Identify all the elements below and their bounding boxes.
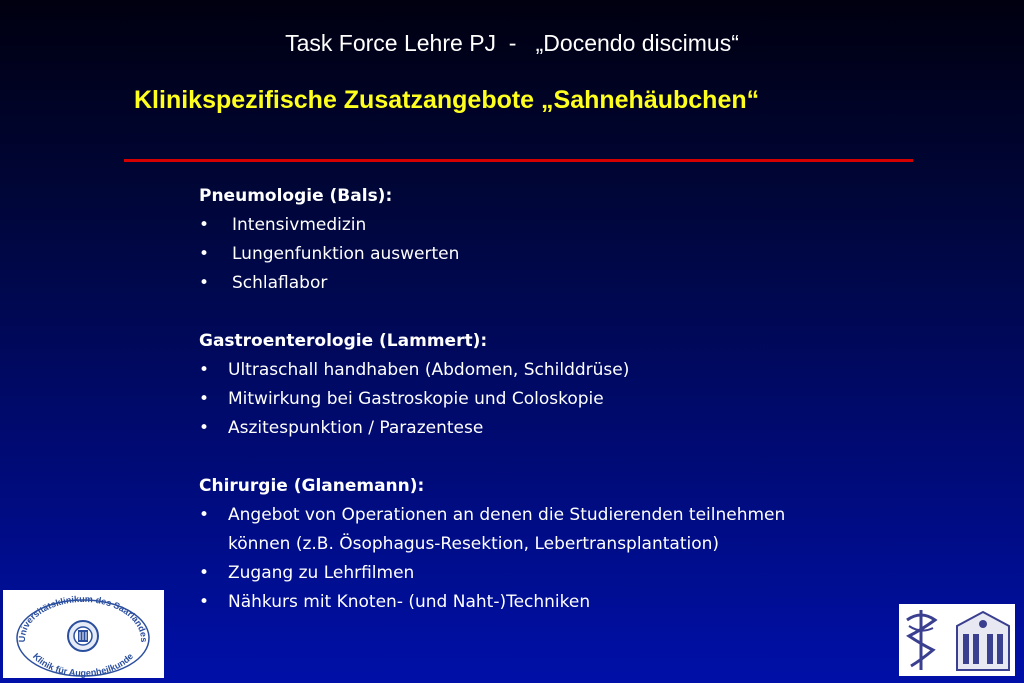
list-item-text: Ultraschall handhaben (Abdomen, Schilddrüse) xyxy=(228,360,630,380)
bullet-icon: • xyxy=(199,505,210,525)
bullet-icon: • xyxy=(199,563,210,583)
list-item xyxy=(199,501,919,530)
bullet-icon: • xyxy=(199,273,210,293)
bullet-icon: • xyxy=(199,244,210,264)
list-item xyxy=(199,588,919,617)
university-logo xyxy=(899,604,1015,676)
university-emblem-icon xyxy=(899,604,1015,676)
clinic-logo xyxy=(3,590,164,678)
section-heading-gastroenterologie: Gastroenterologie (Lammert): xyxy=(199,331,488,351)
list-item-text: Nähkurs mit Knoten- (und Naht-)Techniken xyxy=(228,592,591,612)
list-item-text: Schlaflabor xyxy=(232,273,328,293)
list-item-text: Mitwirkung bei Gastroskopie und Coloskopie xyxy=(228,389,604,409)
section-heading-chirurgie: Chirurgie (Glanemann): xyxy=(199,476,425,496)
slide-title: Klinikspezifische Zusatzangebote „Sahnehäubchen“ xyxy=(134,86,760,114)
list-item-text: können (z.B. Ösophagus-Resektion, Lebertransplantation) xyxy=(228,534,720,554)
list-item-text: Zugang zu Lehrfilmen xyxy=(228,563,415,583)
list-item xyxy=(199,414,919,443)
list-item-text: Aszitespunktion / Parazentese xyxy=(228,418,484,438)
list-item xyxy=(199,385,919,414)
logo-text-top: Universitätsklinikum des Saarlandes xyxy=(16,593,150,643)
bullet-icon: • xyxy=(199,592,210,612)
list-item xyxy=(199,269,919,298)
logo-text-bottom: Klinik für Augenheilkunde xyxy=(30,651,136,678)
list-item xyxy=(199,240,919,269)
list-item-text: Lungenfunktion auswerten xyxy=(232,244,460,264)
list-item-continuation xyxy=(199,530,919,559)
header-title: Task Force Lehre PJ - „Docendo discimus“ xyxy=(285,30,739,56)
slide-content xyxy=(199,182,919,617)
clinic-seal-icon xyxy=(3,590,164,678)
bullet-icon: • xyxy=(199,215,210,235)
title-divider xyxy=(124,159,913,162)
list-item-text: Intensivmedizin xyxy=(232,215,367,235)
section-heading-pneumologie: Pneumologie (Bals): xyxy=(199,186,393,206)
bullet-icon: • xyxy=(199,418,210,438)
list-item xyxy=(199,559,919,588)
list-item-text: Angebot von Operationen an denen die Studierenden teilnehmen xyxy=(228,505,786,525)
bullet-icon: • xyxy=(199,389,210,409)
list-item xyxy=(199,211,919,240)
list-item xyxy=(199,356,919,385)
bullet-icon: • xyxy=(199,360,210,380)
